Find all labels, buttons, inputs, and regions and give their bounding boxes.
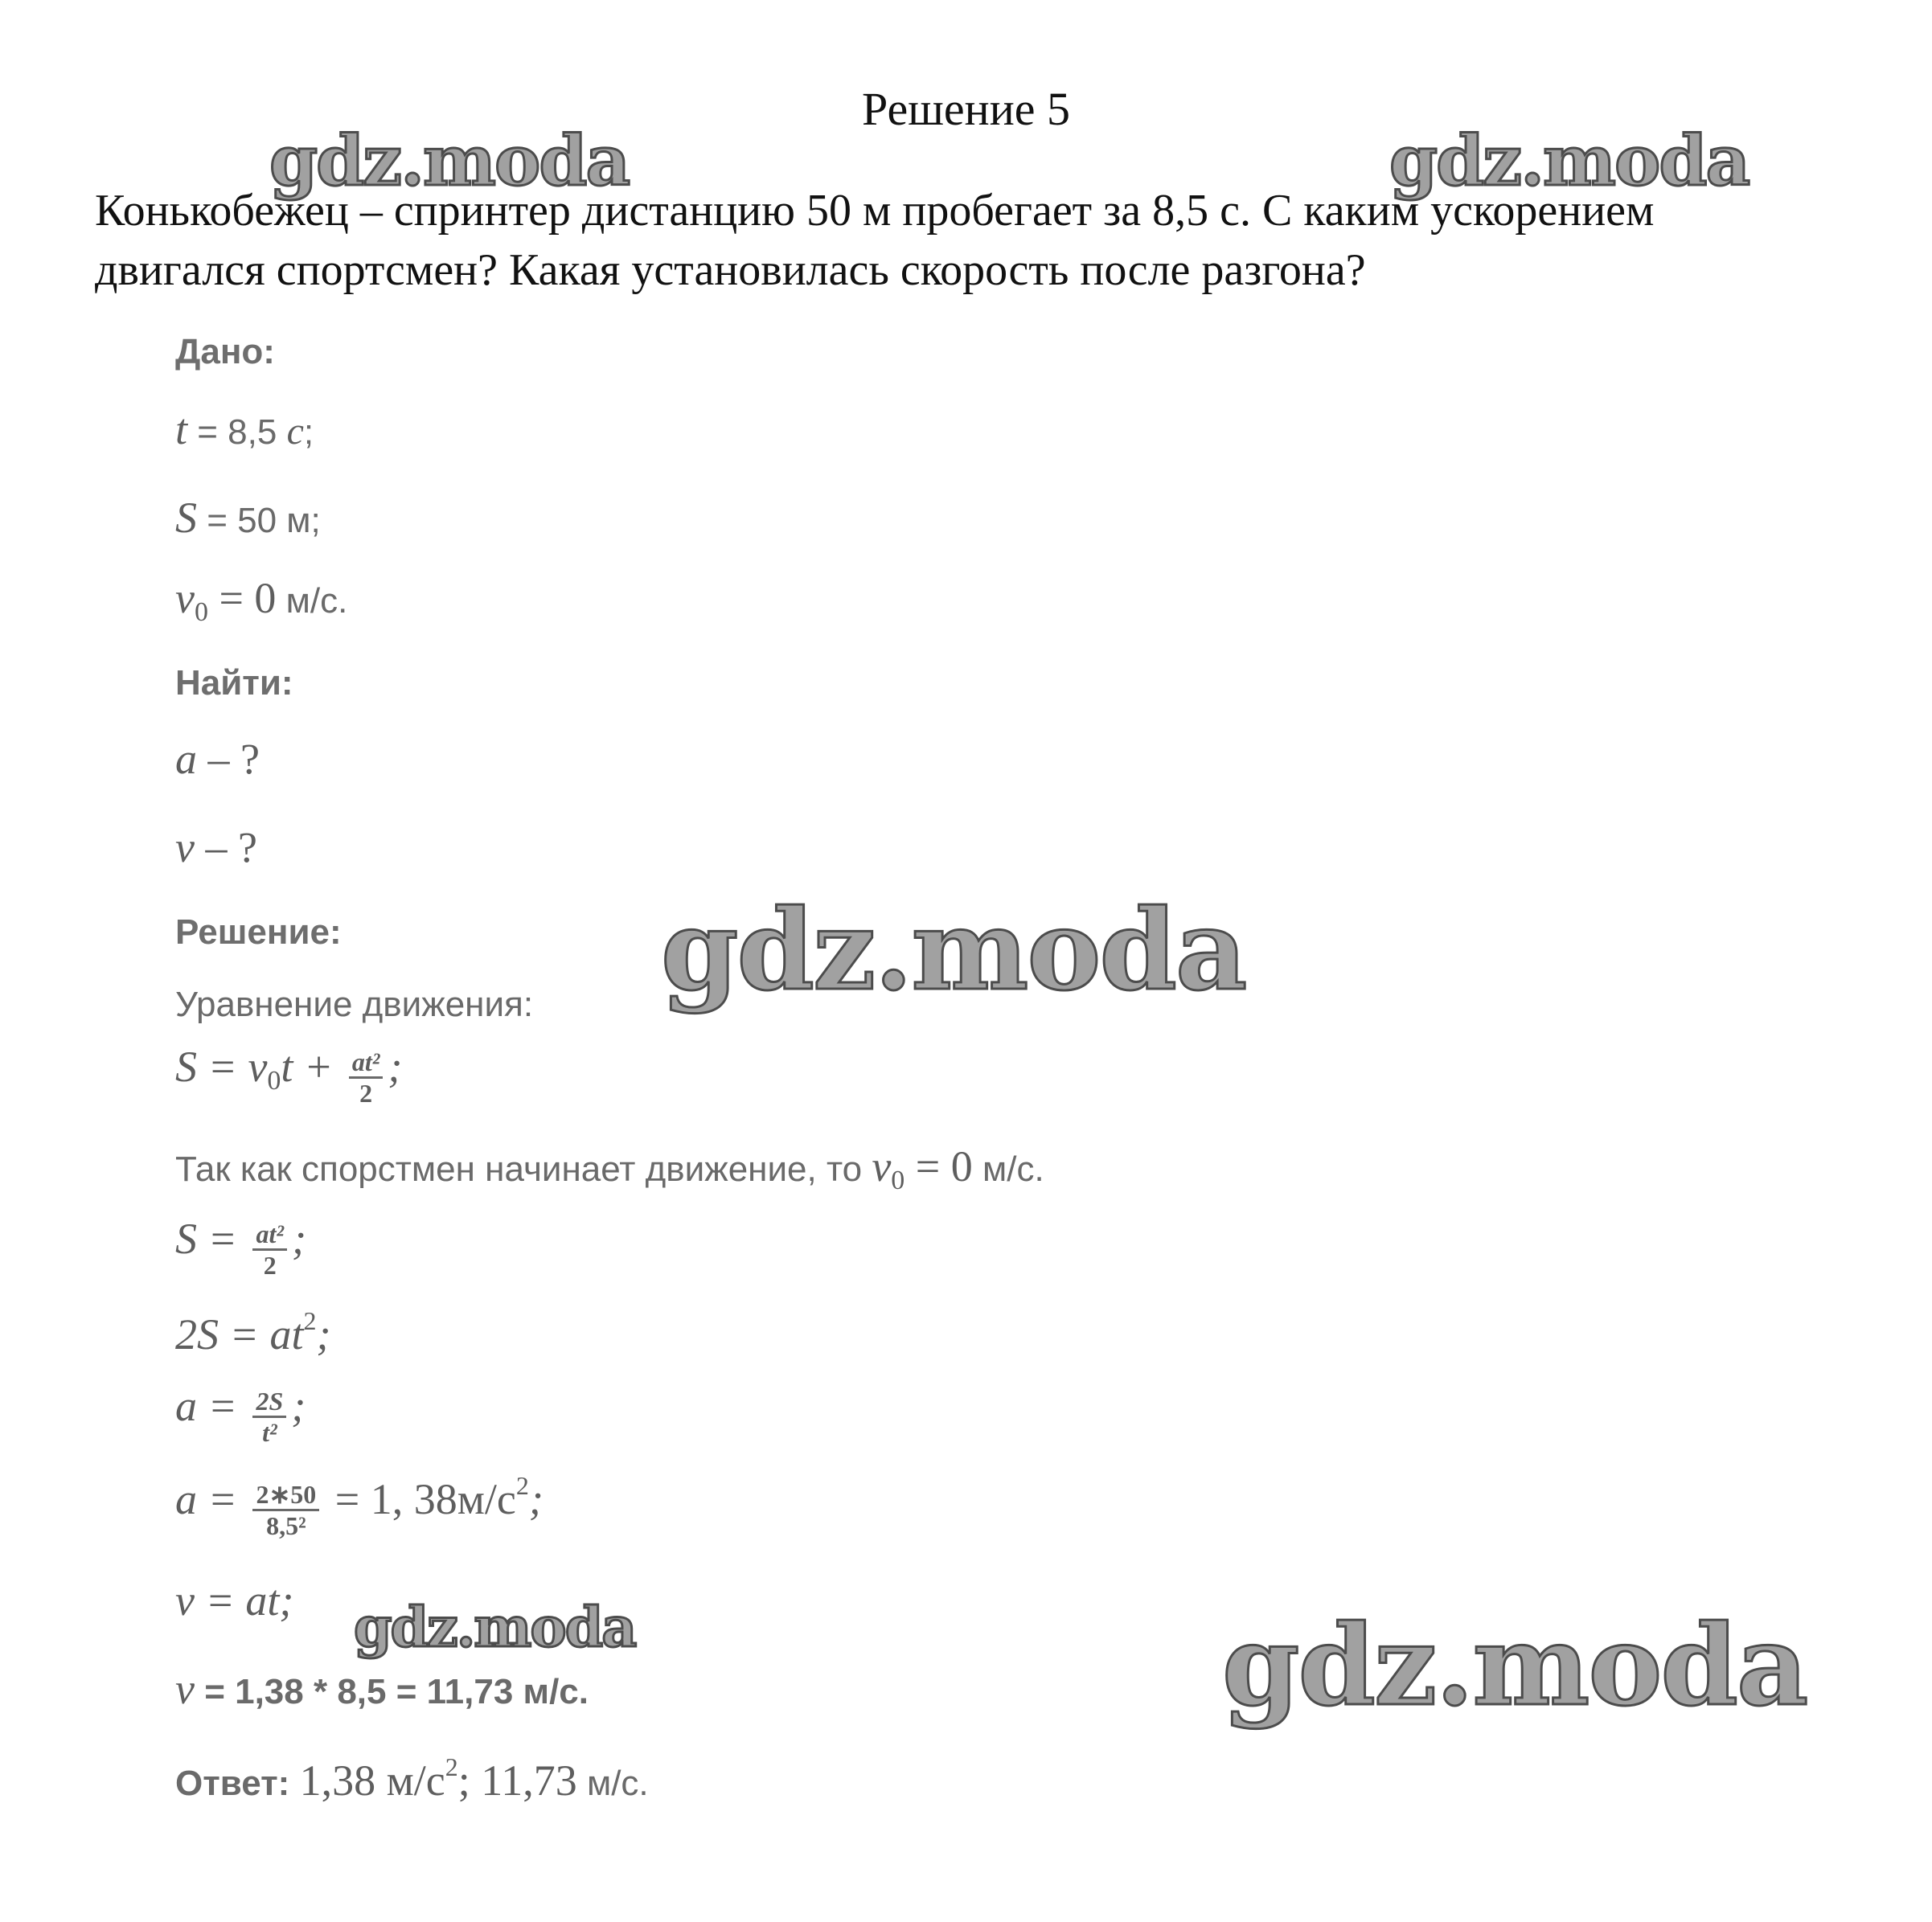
eq1-numerator: at² bbox=[349, 1047, 383, 1079]
eq5-fraction bbox=[252, 1480, 319, 1540]
since-unit: м/с. bbox=[972, 1150, 1044, 1189]
given-t-value: = 8,5 bbox=[187, 412, 287, 452]
eq5-end: ; bbox=[528, 1475, 544, 1523]
eq4-numerator: 2S bbox=[252, 1387, 286, 1418]
eq3-lhs: 2S = at bbox=[175, 1310, 304, 1359]
eq1-mid: t + bbox=[281, 1043, 344, 1091]
eq2-lhs: S = bbox=[175, 1215, 248, 1263]
find-a-q: – ? bbox=[197, 735, 260, 783]
eq2-numerator: at² bbox=[252, 1219, 286, 1251]
answer-sup: 2 bbox=[445, 1752, 458, 1781]
watermark: gdz.moda bbox=[354, 1596, 636, 1660]
motion-equation-label: Уравнение движения: bbox=[175, 985, 534, 1024]
since-var: v bbox=[872, 1142, 892, 1190]
watermark: gdz.moda bbox=[1389, 121, 1749, 202]
watermark: gdz.moda bbox=[269, 121, 630, 202]
eq2-fraction bbox=[252, 1219, 286, 1280]
eq5-numerator: 2∗50 bbox=[252, 1480, 319, 1511]
find-v bbox=[175, 822, 257, 872]
eq2-end: ; bbox=[291, 1215, 306, 1263]
eq4-end: ; bbox=[291, 1382, 306, 1430]
eq1-denominator: 2 bbox=[359, 1079, 373, 1109]
find-a-var: a bbox=[175, 735, 197, 783]
answer-rest: ; 11,73 bbox=[457, 1756, 577, 1805]
solution-header: Решение: bbox=[175, 912, 342, 952]
equation-7 bbox=[175, 1664, 589, 1714]
since-text: Так как спорстмен начинает движение, то bbox=[175, 1150, 872, 1189]
given-t-var: t bbox=[175, 405, 188, 453]
given-header: Дано: bbox=[175, 332, 275, 371]
find-v-var: v bbox=[175, 823, 195, 871]
given-t-unit: с bbox=[286, 410, 304, 453]
since-eq: = 0 bbox=[904, 1142, 973, 1190]
given-t bbox=[175, 404, 314, 454]
eq1-fraction bbox=[349, 1047, 383, 1108]
find-a bbox=[175, 734, 260, 784]
problem-line-2: двигался спортсмен? Какая установилась скорость после разгона? bbox=[95, 245, 1366, 295]
given-v0-sub: 0 bbox=[194, 597, 208, 627]
equation-4 bbox=[175, 1381, 306, 1447]
eq5-lhs: a = bbox=[175, 1475, 248, 1523]
equation-2 bbox=[175, 1214, 306, 1280]
eq1-lhs: S = v bbox=[175, 1043, 268, 1091]
eq5-denominator: 8,5² bbox=[266, 1511, 306, 1541]
find-header: Найти: bbox=[175, 663, 293, 703]
eq2-denominator: 2 bbox=[263, 1251, 277, 1281]
answer-unit: м/с. bbox=[576, 1764, 649, 1803]
given-v0-var: v bbox=[175, 574, 195, 622]
given-v0 bbox=[175, 573, 347, 628]
since-line bbox=[175, 1141, 1044, 1196]
answer-line bbox=[175, 1752, 649, 1805]
answer-label: Ответ: bbox=[175, 1764, 300, 1803]
eq3-sup: 2 bbox=[303, 1306, 317, 1335]
eq3-end: ; bbox=[316, 1310, 331, 1359]
eq7-body: = 1,38 * 8,5 = 11,73 м/с. bbox=[194, 1672, 589, 1711]
watermark: gdz.moda bbox=[1222, 1600, 1807, 1731]
find-v-q: – ? bbox=[194, 823, 257, 871]
watermark: gdz.moda bbox=[661, 884, 1246, 1015]
since-sub: 0 bbox=[891, 1166, 905, 1195]
eq1-end: ; bbox=[388, 1043, 403, 1091]
given-v0-eq: = 0 bbox=[207, 574, 277, 622]
given-s-value: = 50 м; bbox=[197, 501, 321, 540]
equation-1 bbox=[175, 1042, 402, 1108]
answer-value-1: 1,38 м/с bbox=[299, 1756, 445, 1805]
equation-6: v = at; bbox=[175, 1576, 294, 1625]
eq5-sup: 2 bbox=[515, 1471, 529, 1500]
equation-3 bbox=[175, 1306, 330, 1359]
given-s bbox=[175, 493, 321, 543]
eq4-fraction bbox=[252, 1387, 286, 1447]
eq5-rhs: = 1, 38м/с bbox=[324, 1475, 516, 1523]
given-s-var: S bbox=[175, 494, 197, 542]
page-title: Решение 5 bbox=[862, 83, 1070, 135]
given-v0-unit: м/с. bbox=[276, 581, 348, 621]
eq4-denominator: t² bbox=[262, 1418, 277, 1448]
problem-line-1: Конькобежец – спринтер дистанцию 50 м пробегает за 8,5 с. С каким ускорением bbox=[95, 186, 1655, 236]
eq4-lhs: a = bbox=[175, 1382, 248, 1430]
eq1-sub: 0 bbox=[267, 1066, 281, 1096]
equation-5 bbox=[175, 1471, 544, 1540]
eq7-var: v bbox=[175, 1665, 195, 1713]
given-t-end: ; bbox=[303, 412, 314, 452]
